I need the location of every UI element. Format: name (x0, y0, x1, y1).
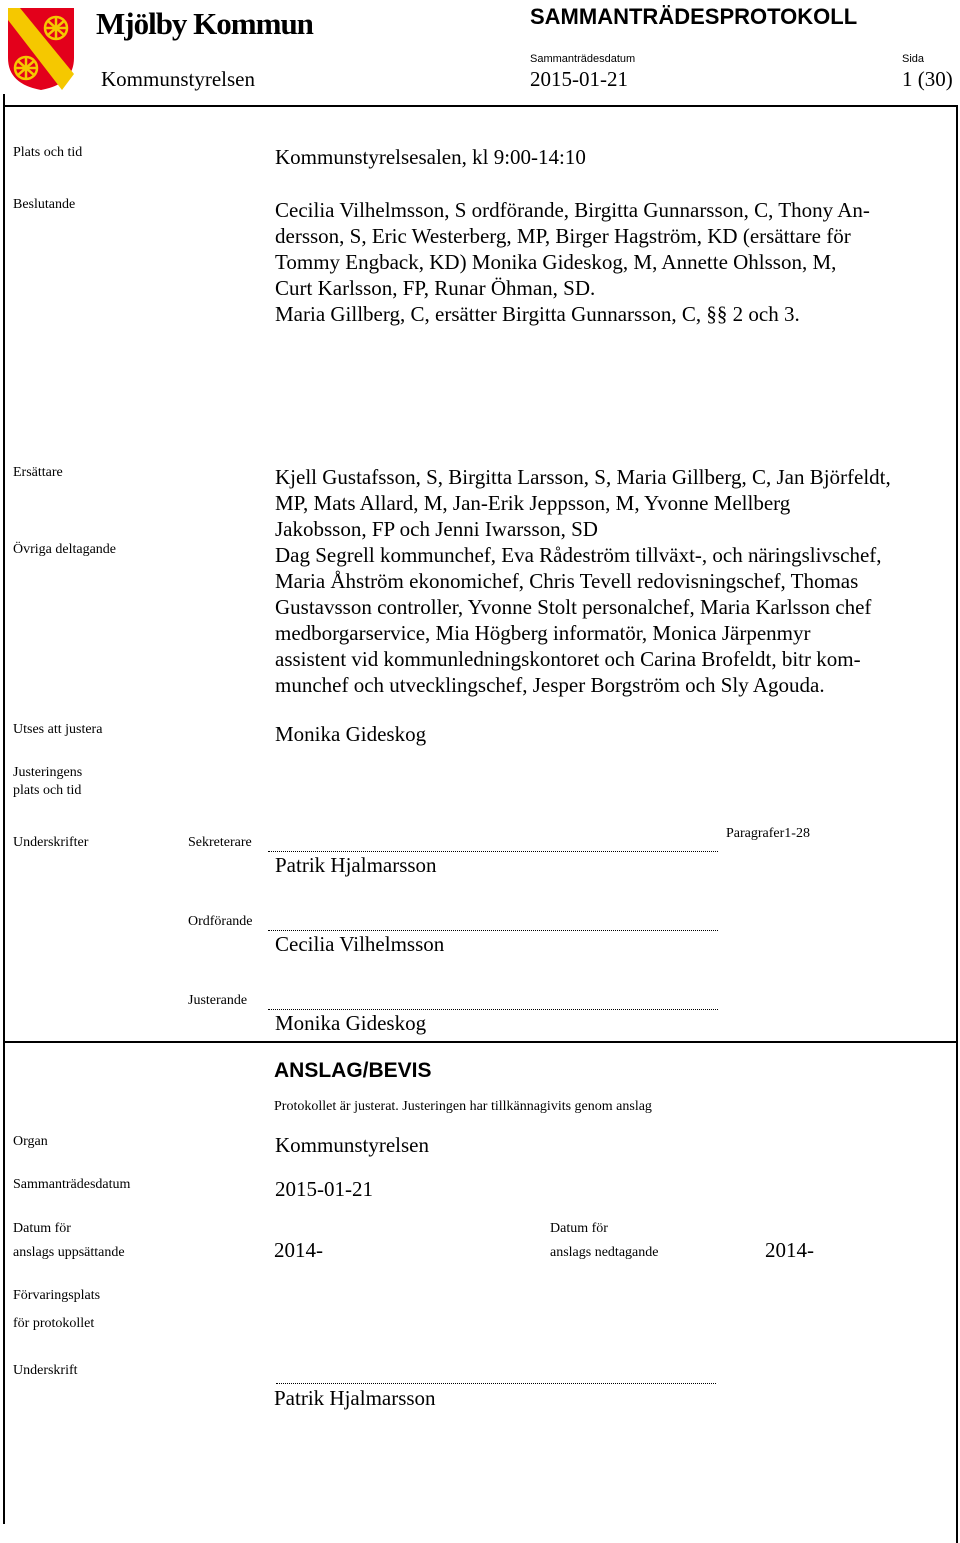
deciding-line: Curt Karlsson, FP, Runar Öhman, SD. (275, 276, 596, 300)
signatures-label: Underskrifter (13, 835, 89, 850)
organ-label: Organ (13, 1134, 48, 1149)
organ-value: Kommunstyrelsen (275, 1133, 429, 1157)
other-participants (275, 542, 882, 698)
municipality-coat-of-arms-icon (6, 6, 76, 92)
adjust-place-label: Justeringens (13, 765, 83, 780)
adjuster-value: Monika Gideskog (275, 722, 427, 746)
notice-title: ANSLAG/BEVIS (274, 1059, 432, 1082)
others-line: munchef och utvecklingschef, Jesper Borgström och Sly Agouda. (275, 673, 825, 697)
place-label: Plats och tid (13, 145, 83, 160)
removed-label-line1: Datum för (550, 1221, 608, 1236)
left-border (3, 94, 5, 1524)
paragraphs-range: Paragrafer1-28 (726, 826, 810, 841)
adjuster-sign-label: Justerande (188, 993, 248, 1008)
others-line: Gustavsson controller, Yvonne Stolt personalchef, Maria Karlsson chef (275, 595, 872, 619)
adjuster-name: Monika Gideskog (275, 1011, 427, 1035)
secretary-label: Sekreterare (188, 835, 252, 850)
substitutes-members (275, 464, 891, 542)
others-line: Dag Segrell kommunchef, Eva Rådeström tillväxt-, och näringslivschef, (275, 543, 882, 567)
secretary-name: Patrik Hjalmarsson (275, 853, 437, 877)
substitutes-line: Jakobsson, FP och Jenni Iwarsson, SD (275, 517, 598, 541)
notice-signer-name: Patrik Hjalmarsson (274, 1386, 436, 1410)
meeting-date: 2015-01-21 (530, 67, 628, 91)
notice-statement: Protokollet är justerat. Justeringen har tillkännagivits genom anslag (274, 1099, 652, 1114)
place-value: Kommunstyrelsesalen, kl 9:00-14:10 (275, 145, 586, 169)
chair-name: Cecilia Vilhelmsson (275, 932, 445, 956)
deciding-line: Tommy Engback, KD) Monika Gideskog, M, Annette Ohlsson, M, (275, 250, 837, 274)
right-border (956, 105, 958, 1543)
body-name: Kommunstyrelsen (101, 67, 255, 91)
others-line: assistent vid kommunledningskontoret och Carina Brofeldt, bitr kom- (275, 647, 861, 671)
substitutes-line: Kjell Gustafsson, S, Birgitta Larsson, S, Maria Gillberg, C, Jan Björfeldt, (275, 465, 891, 489)
signature-label: Underskrift (13, 1363, 78, 1378)
posted-date-value: 2014- (274, 1238, 323, 1262)
page-label: Sida (902, 53, 925, 65)
deciding-line: dersson, S, Eric Westerberg, MP, Birger Hagström, KD (ersättare för (275, 224, 851, 248)
deciding-label: Beslutande (13, 197, 76, 212)
removed-date-value: 2014- (765, 1238, 814, 1262)
chair-label: Ordförande (188, 914, 253, 929)
others-line: medborgarservice, Mia Högberg informatör, Monica Järpenmyr (275, 621, 811, 645)
storage-label-line2: för protokollet (13, 1316, 95, 1331)
meeting-date-label: Sammanträdesdatum (530, 53, 636, 65)
posted-label-line1: Datum för (13, 1221, 71, 1236)
substitutes-label: Ersättare (13, 465, 63, 480)
document-type: SAMMANTRÄDESPROTOKOLL (530, 4, 858, 29)
deciding-members (275, 197, 870, 327)
notice-divider (3, 1041, 958, 1043)
adjuster-signature-line (268, 1009, 718, 1010)
adjuster-label: Utses att justera (13, 722, 103, 737)
secretary-signature-line (268, 851, 718, 852)
substitutes-line: MP, Mats Allard, M, Jan-Erik Jeppsson, M, Yvonne Mellberg (275, 491, 791, 515)
posted-label-line2: anslags uppsättande (13, 1245, 125, 1260)
adjust-time-label: plats och tid (13, 783, 82, 798)
chair-signature-line (268, 930, 718, 931)
deciding-line: Cecilia Vilhelmsson, S ordförande, Birgitta Gunnarsson, C, Thony An- (275, 198, 870, 222)
others-label: Övriga deltagande (13, 542, 117, 557)
removed-label-line2: anslags nedtagande (550, 1245, 659, 1260)
deciding-line: Maria Gillberg, C, ersätter Birgitta Gunnarsson, C, §§ 2 och 3. (275, 302, 800, 326)
storage-label-line1: Förvaringsplats (13, 1288, 101, 1303)
notice-date-label: Sammanträdesdatum (13, 1177, 131, 1192)
header-divider (3, 105, 958, 107)
notice-signature-line (276, 1383, 716, 1384)
others-line: Maria Åhström ekonomichef, Chris Tevell redovisningschef, Thomas (275, 569, 859, 593)
org-name: Mjölby Kommun (96, 6, 313, 41)
page-number: 1 (30) (902, 67, 953, 91)
notice-date-value: 2015-01-21 (275, 1177, 373, 1201)
